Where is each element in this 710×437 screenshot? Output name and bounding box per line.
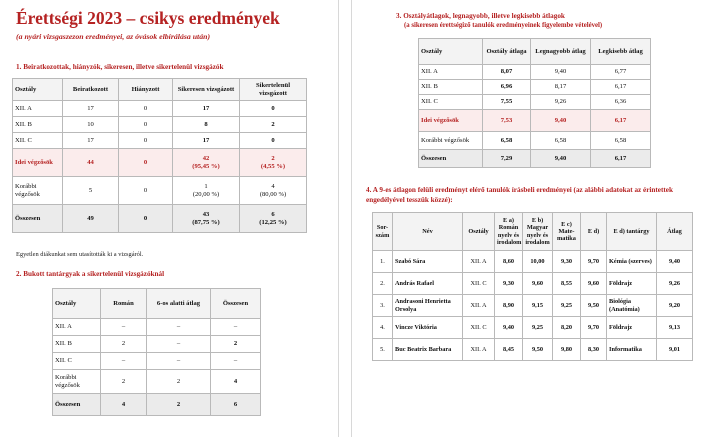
table-row: 2. András Rafael XII. C 9,30 9,60 8,55 9,60 Földrajz 9,26 [373,273,693,295]
col-header-hianyzott: Hiányzott [119,79,173,101]
table-row: 5. Buc Beatrix Barbara XII. A 8,45 9,50 9,80 8,30 Informatika 9,01 [373,339,693,361]
failed-subjects-table: Osztály Román 6-os alatti átlag Összesen XII. A – – – XII. B 2 – 2 XII. C – – – Korábbi végzősök 2 2 4 Összesen 4 2 6 [52,288,261,416]
table-row-total: Összesen 4 2 6 [53,394,261,416]
section-4-heading: 4. A 9-es átlagon felüli eredményt elérő tanulók írásbeli eredményei (az alábbi adatokat az érintettek engedélyével tesszük közzé): [366,186,673,204]
col-header-beiratkozott: Beiratkozott [63,79,119,101]
page-gutter [338,0,352,437]
table-row-idei: Idei végzősök 7,53 9,40 6,17 [419,110,651,132]
col-header-sikeres: Sikeresen vizsgázott [173,79,240,101]
table-row: XII. C 17 0 17 0 [13,133,307,149]
section-1-heading: 1. Beiratkozottak, hiányzók, sikeresen, illetve sikertelenül vizsgázók [16,63,224,71]
section-2-heading: 2. Bukott tantárgyak a sikertelenül vizsgázóknál [16,270,165,278]
table-row: XII. C – – – [53,353,261,370]
col-header-osztaly: Osztály [13,79,63,101]
table-row-total: Összesen 7,29 9,40 6,17 [419,150,651,168]
table-row: XII. A 17 0 17 0 [13,101,307,117]
left-page [0,0,338,437]
page-subtitle: (a nyári vizsgaszezon eredményei, az óvások elbírálása után) [16,32,211,41]
note-text: Egyetlen diákunkat sem utasították ki a vizsgáról. [16,251,144,258]
table-row-idei: Idei végzősök 44 0 42 (95,45 %) 2 (4,55 %) [13,149,307,177]
table-row: Korábbi végzősök 2 2 4 [53,370,261,394]
table-row: 3. Andrasoni Henrietta Orsolya XII. A 8,90 9,15 9,25 9,50 Biológia (Anatómia) 9,20 [373,295,693,317]
table-row: 1. Szabó Sára XII. A 8,60 10,00 9,30 9,70 Kémia (szerves) 9,40 [373,251,693,273]
section-3-heading: 3. Osztályátlagok, legnagyobb, illetve legkisebb átlagok [396,12,565,20]
top-students-table: Sor-szám Név Osztály E a) Román nyelv és irodalom E b) Magyar nyelv és irodalom E c) Mate-matika E d) E d) tantárgy Átlag 1. Szabó Sára XII. A 8,60 10,00 9,30 9,70 Kémia (szerves) 9,40 2. András Rafael XII. C 9,30 9,60 8,55 9,60 Földrajz 9,26 3. Andrasoni Henrietta Orsolya XII. A 8,90 9,15 9,25 9,50 Biológia (Anatómia) 9,20 4. Vincze Viktória XII. C 9,40 9,25 8,20 9,70 Földrajz 9,13 5. Buc Beatrix Barbara XII. A 8,45 9,50 9,80 8,30 Informatika 9,01 [372,212,693,361]
col-header-sikertelen: Sikertelenül vizsgázott [240,79,307,101]
table-row: XII. A 8,07 9,40 6,77 [419,65,651,80]
table-row: XII. C 7,55 9,26 6,36 [419,95,651,110]
table-row-total: Összesen 49 0 43 (87,75 %) 6 (12,25 %) [13,205,307,233]
table-row-korabbi: Korábbi végzősök 6,58 6,58 6,58 [419,132,651,150]
page-title: Érettségi 2023 – csikys eredmények [16,8,280,28]
enrollment-table [12,78,307,233]
table-row-korabbi: Korábbi végzősök 5 0 1 (20,00 %) 4 (80,00 %) [13,177,307,205]
table-row: XII. B 10 0 8 2 [13,117,307,133]
table-row: XII. B 6,96 8,17 6,17 [419,80,651,95]
right-page [352,0,710,437]
averages-table: Osztály Osztály átlaga Legnagyobb átlag Legkisebb átlag XII. A 8,07 9,40 6,77 XII. B 6,96 8,17 6,17 XII. C 7,55 9,26 6,36 Idei végzősök 7,53 9,40 6,17 Korábbi végzősök 6,58 6,58 6,58 Összesen 7,29 9,40 6,17 [418,38,651,168]
table-row: XII. B 2 – 2 [53,336,261,353]
table-row: 4. Vincze Viktória XII. C 9,40 9,25 8,20 9,70 Földrajz 9,13 [373,317,693,339]
section-3-subheading: (a sikeresen érettségiző tanulók eredményeinek figyelembe vételével) [404,22,603,29]
table-row: XII. A – – – [53,319,261,336]
